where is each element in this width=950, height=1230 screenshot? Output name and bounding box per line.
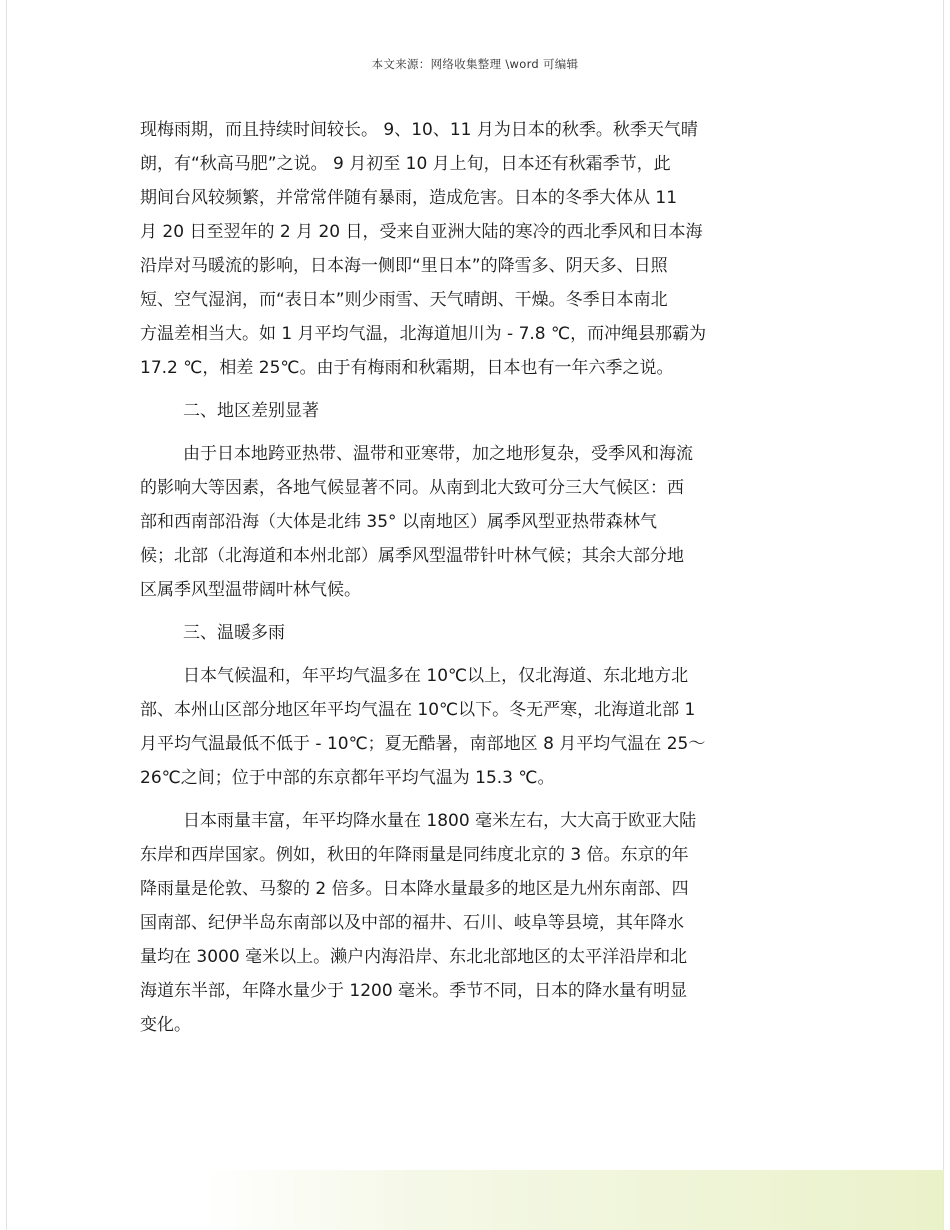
text-line: 月 20 日至翌年的 2 月 20 日，受来自亚洲大陆的寒冷的西北季风和日本海 xyxy=(140,222,703,242)
paragraph xyxy=(140,616,820,650)
text-line: 国南部、纪伊半岛东南部以及中部的福井、石川、岐阜等县境，其年降水 xyxy=(140,913,684,933)
text-line: 部和西南部沿海（大体是北纬 35° 以南地区）属季风型亚热带森林气 xyxy=(140,512,657,532)
text-line: 二、地区差别显著 xyxy=(183,401,319,421)
text-line: 现梅雨期，而且持续时间较长。 9、10、11 月为日本的秋季。秋季天气晴 xyxy=(140,120,698,140)
text-line: 候；北部（北海道和本州北部）属季风型温带针叶林气候；其余大部分地 xyxy=(140,546,684,566)
paragraph xyxy=(140,394,820,428)
text-line: 量均在 3000 毫米以上。濑户内海沿岸、东北北部地区的太平洋沿岸和北 xyxy=(140,947,688,967)
paragraph xyxy=(140,437,820,607)
text-line: 沿岸对马暖流的影响，日本海一侧即“里日本”的降雪多、阴天多、日照 xyxy=(140,256,668,276)
text-line: 变化。 xyxy=(140,1015,191,1035)
document-body xyxy=(140,113,820,1042)
text-line: 东岸和西岸国家。例如，秋田的年降雨量是同纬度北京的 3 倍。东京的年 xyxy=(140,845,689,865)
text-line: 期间台风较频繁，并常常伴随有暴雨，造成危害。日本的冬季大体从 11 xyxy=(140,188,678,208)
text-line: 方温差相当大。如 1 月平均气温，北海道旭川为 - 7.8 ℃，而冲绳县那霸为 xyxy=(140,324,707,344)
text-line: 朗，有“秋高马肥”之说。 9 月初至 10 月上旬，日本还有秋霜季节，此 xyxy=(140,154,671,174)
text-line: 海道东半部，年降水量少于 1200 毫米。季节不同，日本的降水量有明显 xyxy=(140,981,688,1001)
paragraph xyxy=(140,659,820,795)
text-line: 月平均气温最低不低于 - 10℃；夏无酷暑，南部地区 8 月平均气温在 25～ xyxy=(140,734,706,754)
text-line: 部、本州山区部分地区年平均气温在 10℃以下。冬无严寒，北海道北部 1 xyxy=(140,700,696,720)
paragraph xyxy=(140,804,820,1042)
text-line: 的影响大等因素，各地气候显著不同。从南到北大致可分三大气候区：西 xyxy=(140,478,684,498)
text-line: 由于日本地跨亚热带、温带和亚寒带，加之地形复杂，受季风和海流 xyxy=(183,444,693,464)
footer-decoration xyxy=(200,1170,944,1230)
page-header: 本文来源：网络收集整理 \word 可编辑 xyxy=(371,57,579,71)
text-line: 短、空气湿润，而“表日本”则少雨雪、天气晴朗、干燥。冬季日本南北 xyxy=(140,290,668,310)
text-line: 26℃之间；位于中部的东京都年平均气温为 15.3 ℃。 xyxy=(140,768,555,788)
text-line: 17.2 ℃，相差 25℃。由于有梅雨和秋霜期，日本也有一年六季之说。 xyxy=(140,358,674,378)
text-line: 日本气候温和，年平均气温多在 10℃以上，仅北海道、东北地方北 xyxy=(183,666,689,686)
text-line: 降雨量是伦敦、马黎的 2 倍多。日本降水量最多的地区是九州东南部、四 xyxy=(140,879,689,899)
paragraph xyxy=(140,113,820,385)
text-line: 区属季风型温带阔叶林气候。 xyxy=(140,580,361,600)
text-line: 三、温暖多雨 xyxy=(183,623,285,643)
text-line: 日本雨量丰富，年平均降水量在 1800 毫米左右，大大高于欧亚大陆 xyxy=(183,811,697,831)
